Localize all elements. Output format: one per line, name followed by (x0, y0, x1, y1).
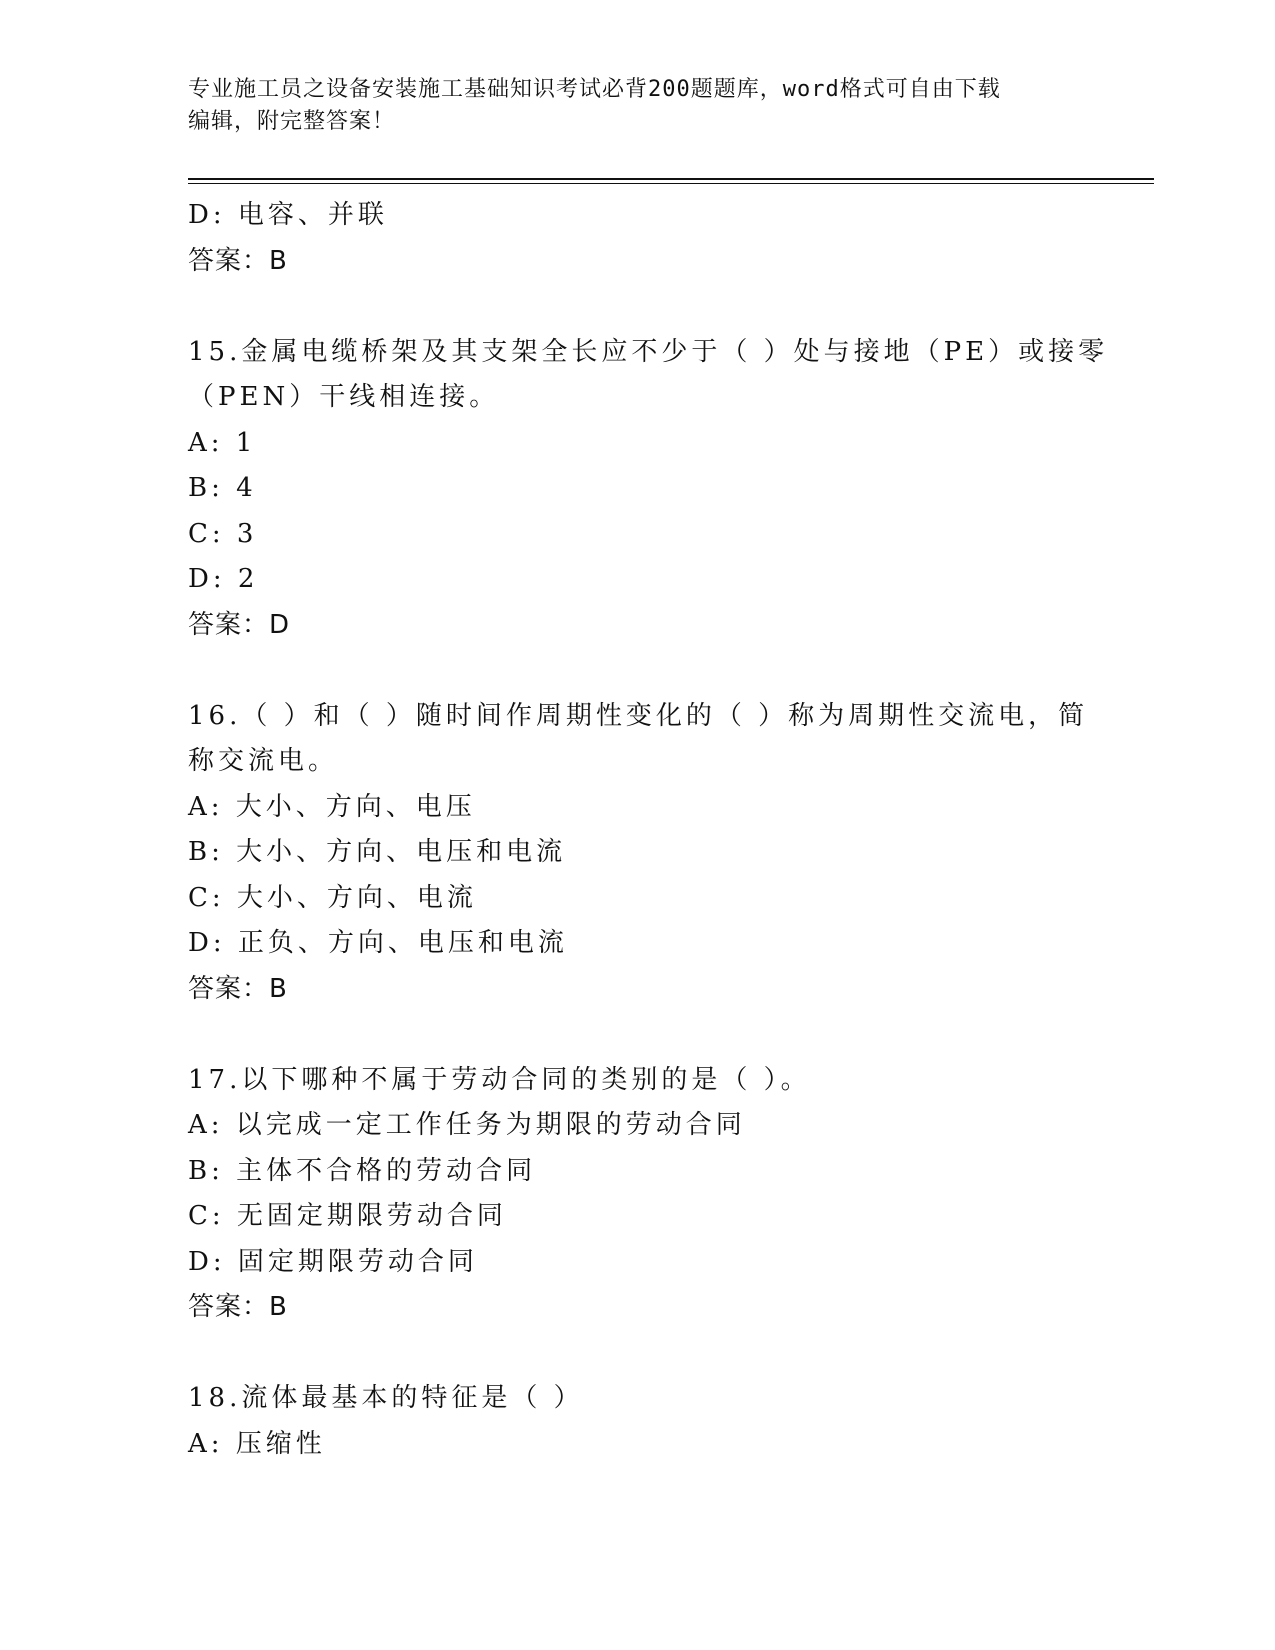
option-c: C: 大小、方向、电流 (188, 882, 477, 913)
answer-line: 答案：B (188, 1292, 288, 1322)
question-stem-line: 15.金属电缆桥架及其支架全长应不少于（ ）处与接地（PE）或接零 (188, 336, 1109, 367)
option-a: A: 压缩性 (188, 1428, 326, 1459)
document-header (188, 74, 1088, 138)
question-stem-line: （PEN）干线相连接。 (188, 382, 500, 412)
option-c: C: 3 (188, 518, 258, 549)
option-a: A: 1 (188, 427, 257, 458)
option-a: A: 大小、方向、电压 (188, 791, 476, 822)
option-d: D: 2 (188, 564, 259, 594)
option-d: D: 电容、并联 (188, 200, 388, 230)
question-18 (188, 1376, 1088, 1467)
option-b: B: 4 (188, 473, 257, 503)
question-16 (188, 694, 1088, 1013)
question-17 (188, 1058, 1088, 1331)
answer-line: 答案：B (188, 973, 288, 1004)
option-b: B: 主体不合格的劳动合同 (188, 1155, 537, 1186)
question-stem-line: 16.（ ）和（ ）随时间作周期性变化的（ ）称为周期性交流电，简 (188, 700, 1089, 731)
question-15 (188, 330, 1109, 649)
option-d: D: 固定期限劳动合同 (188, 1246, 478, 1277)
header-line-1: 专业施工员之设备安装施工基础知识考试必背200题题库，word格式可自由下载 (188, 77, 1001, 102)
option-a: A: 以完成一定工作任务为期限的劳动合同 (188, 1110, 746, 1140)
question-list (188, 193, 1109, 1467)
header-divider-thin (188, 183, 1154, 184)
option-c: C: 无固定期限劳动合同 (188, 1201, 507, 1231)
header-line-2: 编辑，附完整答案！ (188, 109, 396, 134)
option-d: D: 正负、方向、电压和电流 (188, 928, 568, 958)
question-stem-line: 18.流体最基本的特征是（ ） (188, 1383, 584, 1413)
question-stem-line: 称交流电。 (188, 746, 339, 776)
option-b: B: 大小、方向、电压和电流 (188, 837, 567, 867)
answer-line: 答案：D (188, 609, 291, 640)
header-divider-thick (188, 178, 1154, 180)
question-fragment (188, 193, 1088, 284)
question-stem-line: 17.以下哪种不属于劳动合同的类别的是（ ）。 (188, 1064, 811, 1095)
answer-line: 答案：B (188, 245, 288, 276)
